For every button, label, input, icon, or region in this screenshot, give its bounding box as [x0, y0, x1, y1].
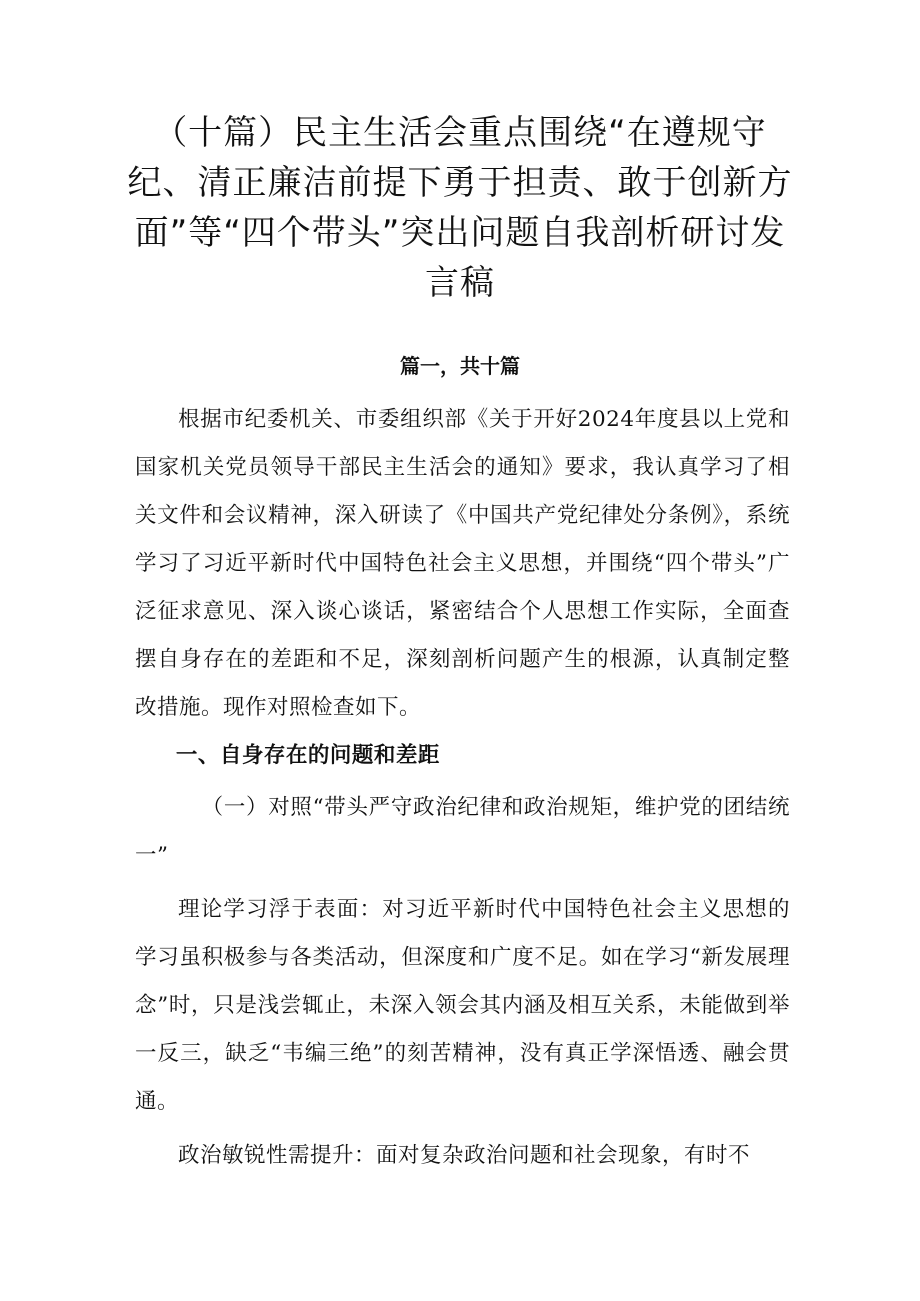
document-body [135, 396, 790, 1180]
paragraph-theory-study: 理论学习浮于表面：对习近平新时代中国特色社会主义思想的学习虽积极参与各类活动，但深度和广度不足。如在学习“新发展理念”时，只是浅尝辄止，未深入领会其内涵及相互关系，未能做到举一反三，缺乏“韦编三绝”的刻苦精神，没有真正学深悟透、融会贯通。 [135, 897, 790, 1114]
document-title: （十篇）民主生活会重点围绕“在遵规守纪、清正廉洁前提下勇于担责、敢于创新方面”等“四个带头”突出问题自我剖析研讨发言稿 [127, 113, 793, 303]
heading-problems: 一、自身存在的问题和差距 [175, 743, 440, 768]
section-label: 篇一，共十篇 [400, 354, 520, 378]
subheading-political-discipline: （一）对照“带头严守政治纪律和政治规矩，维护党的团结统一” [135, 795, 790, 868]
paragraph-political-sensitivity: 政治敏锐性需提升：面对复杂政治问题和社会现象，有时不 [178, 1143, 751, 1168]
intro-paragraph: 根据市纪委机关、市委组织部《关于开好2024年度县以上党和国家机关党员领导干部民主生活会的通知》要求，我认真学习了相关文件和会议精神，深入研读了《中国共产党纪律处分条例》，系统学习了习近平新时代中国特色社会主义思想，并围绕“四个带头”广泛征求意见、深入谈心谈话，紧密结合个人思想工作实际，全面查摆自身存在的差距和不足，深刻剖析问题产生的根源，认真制定整改措施。现作对照检查如下。 [135, 407, 790, 720]
